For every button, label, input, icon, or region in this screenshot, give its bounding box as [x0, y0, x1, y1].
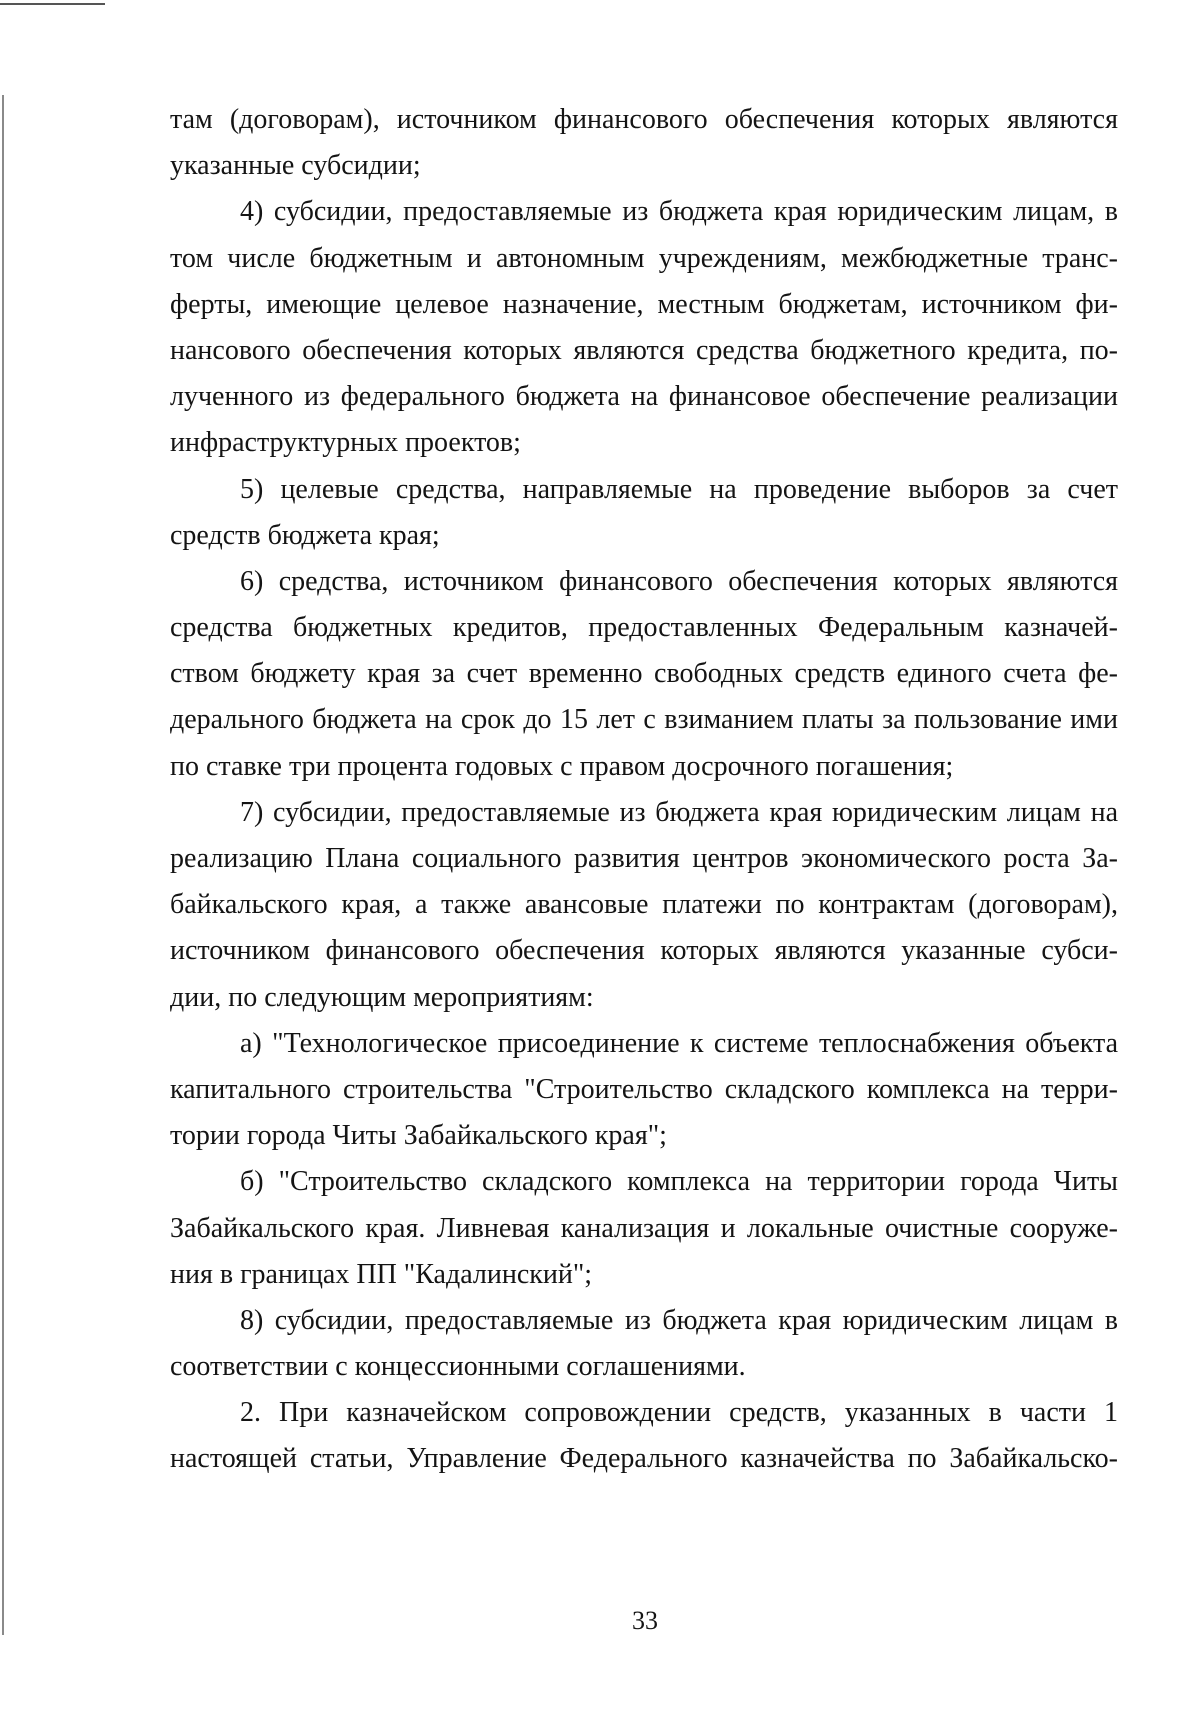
text-line: 5) целевые средства, направляемые на проведение выборов за счет — [240, 473, 1118, 505]
text-line: 7) субсидии, предоставляемые из бюджета края юридическим лицам на — [240, 796, 1118, 828]
paragraph-intro-continuation — [170, 97, 1118, 189]
text-line: там (договорам), источником финансового обеспечения которых являются — [170, 104, 1118, 135]
text-line: соответствии с концессионными соглашениями. — [170, 1351, 746, 1383]
text-line: по ставке три процента годовых с правом досрочного погашения; — [170, 750, 954, 782]
text-line: средств бюджета края; — [170, 519, 440, 551]
paragraph-item-5 — [170, 467, 1118, 559]
text-line: средства бюджетных кредитов, предоставленных Федеральным казначей- — [170, 612, 1118, 644]
text-line: нансового обеспечения которых являются средства бюджетного кредита, по- — [170, 334, 1118, 366]
text-line: источником финансового обеспечения которых являются указанные субси- — [170, 935, 1118, 967]
page-number: 33 — [632, 1606, 658, 1635]
paragraph-item-7 — [170, 790, 1118, 1021]
text-line: Забайкальского края. Ливневая канализация и локальные очистные сооруже- — [170, 1212, 1118, 1244]
text-line: лученного из федерального бюджета на финансовое обеспечение реализации — [170, 381, 1118, 413]
text-line: ния в границах ПП "Кадалинский"; — [170, 1258, 593, 1290]
paragraph-item-4 — [170, 189, 1118, 466]
text-line: ферты, имеющие целевое назначение, местным бюджетам, источником фи- — [170, 288, 1118, 320]
document-body — [170, 97, 1118, 1483]
text-line: указанные субсидии; — [170, 150, 421, 182]
scan-edge-mark — [0, 3, 105, 5]
text-line: 6) средства, источником финансового обеспечения которых являются — [240, 565, 1118, 597]
text-line: дерального бюджета на срок до 15 лет с взиманием платы за пользование ими — [170, 704, 1118, 736]
text-line: ством бюджету края за счет временно свободных средств единого счета фе- — [170, 658, 1118, 690]
text-line: капитального строительства "Строительство складского комплекса на терри- — [170, 1073, 1118, 1105]
text-line: 4) субсидии, предоставляемые из бюджета края юридическим лицам, в — [240, 196, 1118, 228]
text-line: том числе бюджетным и автономным учреждениям, межбюджетные транс- — [170, 242, 1118, 274]
text-line: реализацию Плана социального развития центров экономического роста За- — [170, 843, 1118, 874]
text-line: 2. При казначейском сопровождении средств, указанных в части 1 — [240, 1397, 1118, 1429]
text-line: тории города Читы Забайкальского края"; — [170, 1120, 667, 1152]
text-line: байкальского края, а также авансовые платежи по контрактам (договорам), — [170, 889, 1118, 921]
text-line: дии, по следующим мероприятиям: — [170, 981, 594, 1013]
paragraph-item-7a — [170, 1021, 1118, 1160]
text-line: инфраструктурных проектов; — [170, 427, 521, 459]
text-line: а) "Технологическое присоединение к системе теплоснабжения объекта — [240, 1027, 1118, 1059]
paragraph-part-2 — [170, 1390, 1118, 1482]
scan-edge-line — [2, 95, 4, 1635]
text-line: настоящей статьи, Управление Федерального казначейства по Забайкальско- — [170, 1443, 1118, 1475]
paragraph-item-7b — [170, 1159, 1118, 1298]
paragraph-item-6 — [170, 559, 1118, 790]
text-line: б) "Строительство складского комплекса на территории города Читы — [240, 1166, 1118, 1198]
text-line: 8) субсидии, предоставляемые из бюджета края юридическим лицам в — [240, 1304, 1118, 1336]
paragraph-item-8 — [170, 1298, 1118, 1390]
